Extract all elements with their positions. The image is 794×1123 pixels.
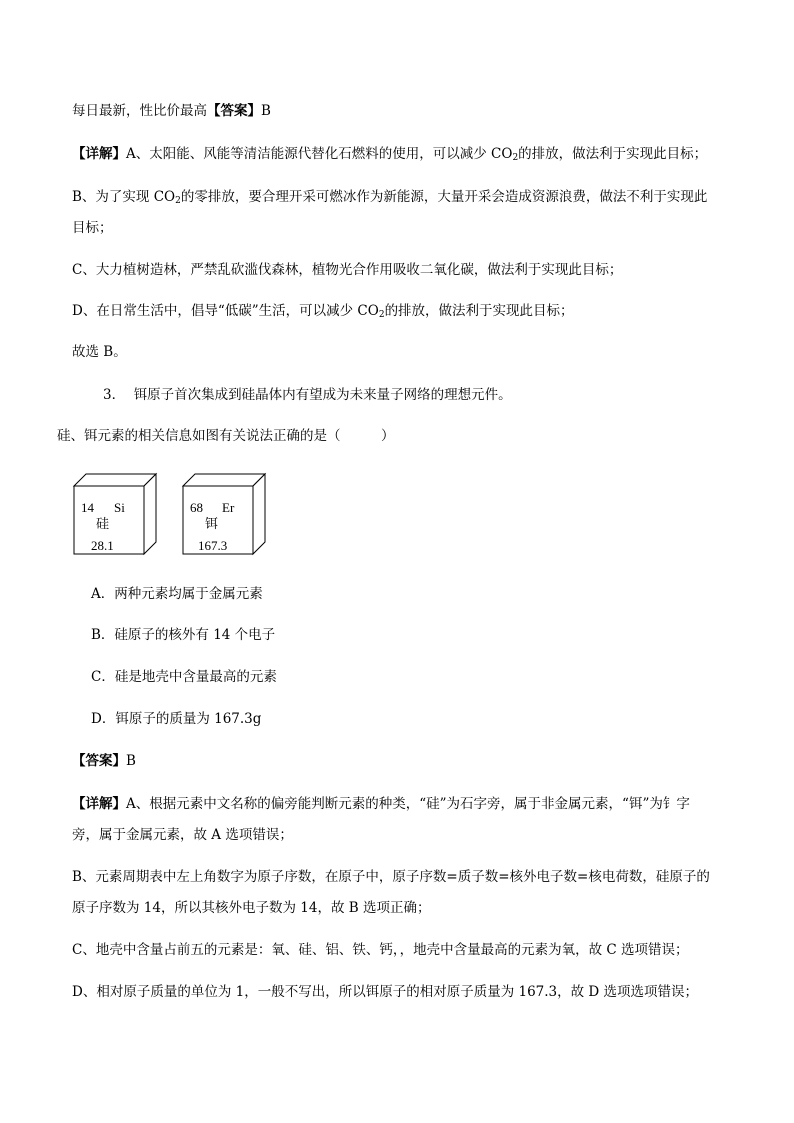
question-3-stem-2: 硅、铒元素的相关信息如图有关说法正确的是（ ）: [57, 428, 395, 444]
element-card-si: [70, 470, 162, 558]
element-name: 铒: [205, 516, 219, 531]
question-3-stem: 3． 铒原子首次集成到硅晶体内有望成为未来量子网络的理想元件。: [103, 387, 512, 403]
answer-value: B: [126, 753, 136, 769]
explain-d: D、在日常生活中，倡导“低碳”生活，可以减少 $CO_2$的排放，做法利于实现此目标；: [72, 303, 574, 320]
explain-tag: 【详解】: [72, 146, 126, 162]
element-card-er: [179, 470, 271, 558]
intro-line: [72, 101, 271, 121]
option-d: D．铒原子的质量为 167.3g: [91, 711, 262, 727]
question-number: 3．: [103, 387, 126, 403]
option-a: A．两种元素均属于金属元素: [91, 586, 263, 602]
explain-a: 【详解】A、太阳能、风能等清洁能源代替化石燃料的使用，可以减少 $CO_2$的排放，做法利于实现此目标；: [72, 146, 708, 163]
intro-prefix: 每日最新，性比价最高: [72, 103, 207, 119]
answer-tag: 【答案】: [207, 103, 261, 119]
q3-answer: [72, 751, 136, 771]
element-cube-er: [179, 470, 271, 558]
element-number: 14: [81, 500, 94, 515]
option-b: B．硅原子的核外有 14 个电子: [91, 627, 276, 643]
q3-explain-line-5: C、地壳中含量占前五的元素是：氧、硅、铝、铁、钙，，地壳中含量最高的元素为氧，故 C 选项错误；: [72, 942, 689, 958]
explain-b-line2: 目标；: [72, 220, 113, 236]
q3-explain-line-3: B、元素周期表中左上角数字为原子序数，在原子中，原子序数=质子数=核外电子数=核电荷数，硅原子的: [72, 869, 710, 885]
element-name: 硅: [96, 516, 110, 531]
element-cube-si: [70, 470, 162, 558]
element-symbol: Er: [222, 500, 235, 515]
explain-b-line1: B、为了实现 $CO_2$的零排放，要合理开采可燃冰作为新能源，大量开采会造成资源浪费，做法不利于实现此: [72, 189, 708, 206]
element-symbol: Si: [114, 500, 125, 515]
q3-explain-line-4: 原子序数为 14，所以其核外电子数为 14，故 B 选项正确；: [72, 900, 431, 916]
explain-tag: 【详解】: [72, 796, 126, 812]
element-number: 68: [190, 500, 203, 515]
q3-explain-line-6: D、相对原子质量的单位为 1，一般不写出，所以铒原子的相对原子质量为 167.3，故 D 选项选项错误；: [72, 984, 699, 1000]
explain-conclusion: 故选 B。: [72, 344, 127, 360]
answer-value: B: [261, 103, 271, 119]
answer-tag: 【答案】: [72, 753, 126, 769]
explain-c: C、大力植树造林，严禁乱砍滥伐森林，植物光合作用吸收二氧化碳，做法利于实现此目标；: [72, 262, 623, 278]
q3-explain-line-1: 【详解】A、根据元素中文名称的偏旁能判断元素的种类，“硅”为石字旁，属于非金属元素，“铒”为钅字: [72, 796, 690, 812]
element-mass: 28.1: [91, 538, 114, 553]
q3-explain-line-2: 旁，属于金属元素，故 A 选项错误；: [72, 827, 293, 843]
option-c: C．硅是地壳中含量最高的元素: [91, 669, 277, 685]
element-mass: 167.3: [198, 538, 228, 553]
